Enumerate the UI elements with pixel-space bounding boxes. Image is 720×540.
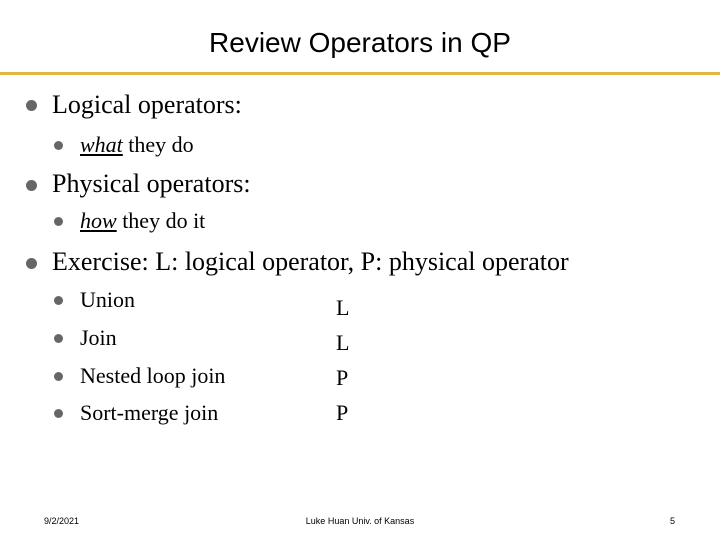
sub-bullet-rest: they do it: [116, 208, 206, 233]
emphasis-what: what: [80, 132, 123, 157]
slide-title: Review Operators in QP: [209, 27, 511, 58]
sub-bullet-dot: [54, 217, 63, 226]
exercise-answer: L: [336, 330, 350, 355]
sub-bullet-dot: [54, 334, 63, 343]
sub-bullet-dot: [54, 296, 63, 305]
exercise-operator: Join: [80, 325, 117, 350]
exercise-operator: Sort-merge join: [80, 400, 219, 425]
sub-bullet-dot: [54, 372, 63, 381]
page-number: 5: [670, 516, 676, 526]
bullet-dot: [26, 180, 37, 191]
exercise-operator: Nested loop join: [80, 363, 226, 388]
sub-bullet-dot: [54, 409, 63, 418]
sub-bullet-what-they-do: [80, 132, 194, 158]
footer-author: Luke Huan Univ. of Kansas: [305, 516, 415, 526]
exercise-answer: L: [336, 295, 350, 320]
exercise-answer: P: [336, 365, 349, 390]
bullet-dot: [26, 100, 37, 111]
exercise-operator: Union: [80, 287, 135, 312]
exercise-answer: P: [336, 400, 349, 425]
bullet-exercise: Exercise: L: logical operator, P: physical operator: [52, 247, 569, 276]
sub-bullet-dot: [54, 141, 63, 150]
bullet-physical-operators: Physical operators:: [52, 169, 251, 198]
bullet-dot: [26, 258, 37, 269]
bullet-logical-operators: Logical operators:: [52, 90, 242, 119]
footer-date: 9/2/2021: [44, 516, 80, 526]
title-underline: [0, 72, 720, 75]
sub-bullet-how-they-do-it: [80, 208, 205, 234]
sub-bullet-rest: they do: [122, 132, 194, 157]
emphasis-how: how: [80, 208, 117, 233]
